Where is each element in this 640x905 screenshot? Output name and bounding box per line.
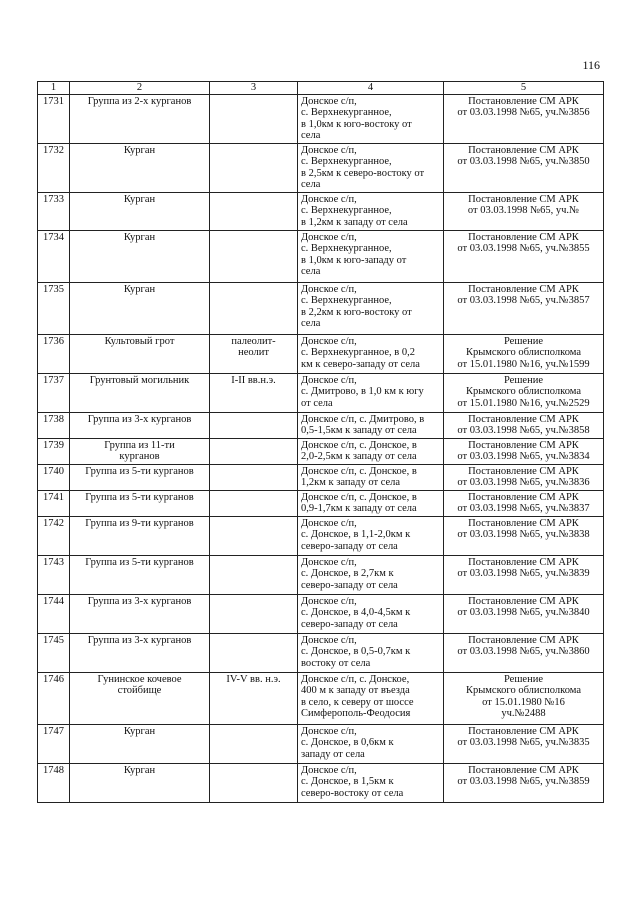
- cell-number: 1733: [38, 192, 70, 230]
- cell-location-line: с. Верхнекурганное, в 0,2: [301, 347, 416, 358]
- table-row: [38, 282, 604, 334]
- table-row: [38, 490, 604, 516]
- cell-number: 1745: [38, 633, 70, 672]
- cell-monument-name-line: Группа из 5-ти курганов: [85, 465, 194, 477]
- cell-number: 1748: [38, 763, 70, 802]
- cell-period: [210, 373, 298, 412]
- cell-document-line: Постановление СМ АРК: [468, 193, 579, 205]
- cell-location-line: села: [301, 179, 321, 190]
- cell-location-line: северо-западу от села: [301, 540, 398, 552]
- cell-document-line: от 03.03.1998 №65, уч.№3860: [457, 646, 590, 657]
- cell-document-line: от 15.01.1980 №16: [482, 696, 565, 708]
- header-cell-1: 1: [38, 82, 70, 95]
- cell-location: [298, 555, 444, 594]
- cell-location-line: с. Донское, в 1,5км к: [301, 776, 394, 787]
- cell-monument-name-line: Курган: [123, 725, 156, 737]
- cell-number: 1746: [38, 672, 70, 724]
- cell-location: [298, 724, 444, 763]
- cell-location-line: села: [301, 266, 321, 277]
- cell-location-line: западу от села: [301, 748, 365, 760]
- cell-period-line: неолит: [238, 347, 269, 358]
- cell-period: [210, 763, 298, 802]
- cell-document-line: Крымского облисполкома: [465, 347, 582, 358]
- cell-monument-name: [70, 412, 210, 438]
- table-body: [38, 94, 604, 802]
- cell-document: [444, 763, 604, 802]
- cell-location: [298, 373, 444, 412]
- cell-document: [444, 412, 604, 438]
- table-row: [38, 464, 604, 490]
- cell-monument-name: [70, 230, 210, 282]
- cell-document-line: Постановление СМ АРК: [468, 95, 579, 107]
- table-row: [38, 373, 604, 412]
- cell-document-line: Крымского облисполкома: [465, 386, 582, 397]
- cell-document-line: от 15.01.1980 №16, уч.№1599: [457, 358, 590, 370]
- cell-location: [298, 464, 444, 490]
- cell-number: 1737: [38, 373, 70, 412]
- cell-document-line: Постановление СМ АРК: [468, 556, 579, 568]
- cell-document-line: Постановление СМ АРК: [468, 764, 579, 776]
- cell-monument-name: [70, 763, 210, 802]
- cell-location-line: Донское с/п,: [301, 595, 357, 607]
- cell-monument-name-line: Группа из 5-ти курганов: [85, 556, 194, 568]
- cell-document: [444, 94, 604, 143]
- cell-period-line: палеолит-: [231, 335, 276, 347]
- cell-monument-name-line: Группа из 9-ти курганов: [85, 517, 194, 529]
- cell-number: 1738: [38, 412, 70, 438]
- cell-location-line: в 1,0км к юго-западу от: [301, 254, 407, 266]
- cell-monument-name: [70, 143, 210, 192]
- cell-location-line: Донское с/п,: [301, 283, 357, 295]
- cell-period: [210, 672, 298, 724]
- cell-document-line: от 03.03.1998 №65, уч.№3855: [457, 243, 590, 254]
- cell-document-line: от 03.03.1998 №65, уч.№3856: [457, 107, 590, 118]
- cell-location-line: с. Верхнекурганное,: [301, 243, 392, 254]
- heritage-registry-table: [37, 81, 604, 803]
- cell-document-line: Постановление СМ АРК: [468, 144, 579, 156]
- cell-document: [444, 594, 604, 633]
- cell-location-line: с. Верхнекурганное,: [301, 107, 392, 118]
- cell-location-line: 2,0-2,5км к западу от села: [301, 451, 417, 462]
- cell-location-line: с. Верхнекурганное,: [301, 156, 392, 167]
- cell-location-line: Симферополь-Феодосия: [301, 708, 411, 719]
- cell-location-line: с. Верхнекурганное,: [301, 295, 392, 306]
- cell-period: [210, 490, 298, 516]
- cell-document-line: от 03.03.1998 №65, уч.№3839: [457, 568, 590, 579]
- cell-document: [444, 282, 604, 334]
- cell-document-line: Решение: [503, 673, 543, 685]
- cell-document: [444, 672, 604, 724]
- cell-location-line: северо-западу от села: [301, 618, 398, 630]
- table-row: [38, 555, 604, 594]
- cell-document: [444, 555, 604, 594]
- cell-monument-name: [70, 516, 210, 555]
- cell-monument-name: [70, 282, 210, 334]
- table-row: [38, 516, 604, 555]
- header-cell-2: 2: [70, 82, 210, 95]
- cell-location-line: 1,2км к западу от села: [301, 477, 401, 488]
- cell-location-line: с. Донское, в 1,1-2,0км к: [301, 529, 411, 540]
- cell-location-line: Донское с/п,: [301, 374, 357, 386]
- cell-location-line: Донское с/п,: [301, 95, 357, 107]
- cell-location-line: Донское с/п, с. Донское,: [301, 673, 410, 685]
- cell-monument-name-line: Грунтовый могильник: [89, 374, 190, 386]
- cell-location-line: Донское с/п,: [301, 764, 357, 776]
- table-row: [38, 594, 604, 633]
- cell-monument-name: [70, 373, 210, 412]
- cell-number: 1736: [38, 334, 70, 373]
- cell-period: [210, 334, 298, 373]
- cell-location-line: Донское с/п, с. Дмитрово, в: [301, 413, 425, 425]
- cell-location: [298, 412, 444, 438]
- cell-location: [298, 334, 444, 373]
- cell-document-line: от 03.03.1998 №65, уч.№3834: [457, 451, 590, 462]
- cell-period: [210, 282, 298, 334]
- cell-period: [210, 633, 298, 672]
- cell-document: [444, 724, 604, 763]
- cell-monument-name: [70, 464, 210, 490]
- cell-number: 1735: [38, 282, 70, 334]
- cell-location-line: с. Донское, в 2,7км к: [301, 568, 394, 579]
- header-row: [38, 82, 604, 95]
- cell-location-line: в 2,5км к северо-востоку от: [301, 167, 425, 179]
- cell-document-line: Постановление СМ АРК: [468, 465, 579, 477]
- cell-location-line: Донское с/п,: [301, 556, 357, 568]
- cell-period: [210, 594, 298, 633]
- cell-monument-name: [70, 438, 210, 464]
- header-cell-5: 5: [444, 82, 604, 95]
- cell-location: [298, 94, 444, 143]
- cell-document-line: уч.№2488: [501, 708, 546, 719]
- cell-period: [210, 438, 298, 464]
- cell-document-line: от 03.03.1998 №65, уч.№: [467, 205, 580, 216]
- cell-location-line: в 2,2км к юго-востоку от: [301, 306, 412, 318]
- cell-number: 1734: [38, 230, 70, 282]
- cell-monument-name: [70, 633, 210, 672]
- cell-monument-name-line: Группа из 3-х курганов: [87, 413, 192, 425]
- cell-location-line: востоку от села: [301, 657, 371, 669]
- cell-document-line: от 03.03.1998 №65, уч.№3850: [457, 156, 590, 167]
- cell-document-line: Постановление СМ АРК: [468, 439, 579, 451]
- cell-document-line: от 03.03.1998 №65, уч.№3840: [457, 607, 590, 618]
- cell-monument-name: [70, 555, 210, 594]
- cell-document-line: Постановление СМ АРК: [468, 595, 579, 607]
- table-row: [38, 192, 604, 230]
- cell-monument-name-line: Курган: [123, 764, 156, 776]
- cell-monument-name-line: Курган: [123, 193, 156, 205]
- cell-document-line: Решение: [503, 335, 543, 347]
- cell-number: 1744: [38, 594, 70, 633]
- table-row: [38, 412, 604, 438]
- cell-period: [210, 464, 298, 490]
- cell-period: [210, 143, 298, 192]
- cell-number: 1743: [38, 555, 70, 594]
- cell-period: [210, 94, 298, 143]
- cell-location-line: от села: [301, 397, 333, 409]
- cell-period: [210, 230, 298, 282]
- cell-location-line: Донское с/п, с. Донское, в: [301, 439, 417, 451]
- table-row: [38, 438, 604, 464]
- cell-document-line: от 03.03.1998 №65, уч.№3838: [457, 529, 590, 540]
- cell-document-line: Постановление СМ АРК: [468, 725, 579, 737]
- cell-number: 1739: [38, 438, 70, 464]
- cell-location-line: Донское с/п,: [301, 231, 357, 243]
- cell-document-line: от 03.03.1998 №65, уч.№3857: [457, 295, 590, 306]
- cell-period-line: IV-V вв. н.э.: [226, 673, 281, 685]
- cell-document-line: от 03.03.1998 №65, уч.№3858: [457, 425, 590, 436]
- cell-location-line: Донское с/п,: [301, 725, 357, 737]
- cell-number: 1740: [38, 464, 70, 490]
- cell-number: 1747: [38, 724, 70, 763]
- cell-monument-name-line: Группа из 5-ти курганов: [85, 491, 194, 503]
- cell-location-line: Донское с/п, с. Донское, в: [301, 491, 417, 503]
- cell-monument-name-line: Группа из 11-ти: [104, 439, 175, 451]
- cell-monument-name-line: курганов: [119, 451, 160, 462]
- cell-document: [444, 143, 604, 192]
- cell-location: [298, 282, 444, 334]
- cell-location-line: с. Верхнекурганное,: [301, 205, 392, 216]
- cell-period: [210, 555, 298, 594]
- cell-location-line: км к северо-западу от села: [301, 358, 420, 370]
- cell-number: 1731: [38, 94, 70, 143]
- cell-location: [298, 516, 444, 555]
- cell-document-line: от 03.03.1998 №65, уч.№3835: [457, 737, 590, 748]
- page-number: 116: [582, 58, 600, 72]
- cell-monument-name-line: Гунинское кочевое: [97, 673, 182, 685]
- cell-location: [298, 763, 444, 802]
- cell-number: 1741: [38, 490, 70, 516]
- cell-location-line: села: [301, 130, 321, 141]
- cell-location: [298, 230, 444, 282]
- cell-period-line: I-II вв.н.э.: [231, 374, 276, 386]
- cell-location-line: в 1,2км к западу от села: [301, 216, 408, 228]
- cell-location-line: 400 м к западу от въезда: [301, 685, 410, 696]
- cell-document-line: Постановление СМ АРК: [468, 491, 579, 503]
- cell-period: [210, 516, 298, 555]
- cell-location-line: Донское с/п,: [301, 335, 357, 347]
- cell-monument-name-line: Курган: [123, 283, 156, 295]
- cell-location: [298, 143, 444, 192]
- cell-location-line: с. Дмитрово, в 1,0 км к югу: [301, 386, 424, 397]
- cell-location-line: с. Донское, в 4,0-4,5км к: [301, 607, 411, 618]
- cell-monument-name-line: стойбище: [117, 685, 162, 696]
- cell-location: [298, 490, 444, 516]
- table-row: [38, 672, 604, 724]
- cell-monument-name-line: Группа из 2-х курганов: [87, 95, 192, 107]
- cell-document: [444, 464, 604, 490]
- cell-monument-name: [70, 192, 210, 230]
- header-cell-4: 4: [298, 82, 444, 95]
- table-row: [38, 94, 604, 143]
- cell-monument-name-line: Курган: [123, 144, 156, 156]
- cell-monument-name: [70, 94, 210, 143]
- cell-location: [298, 594, 444, 633]
- cell-location-line: северо-западу от села: [301, 579, 398, 591]
- cell-document: [444, 373, 604, 412]
- cell-document-line: Решение: [503, 374, 543, 386]
- table-row: [38, 633, 604, 672]
- cell-monument-name: [70, 334, 210, 373]
- cell-document: [444, 230, 604, 282]
- cell-document-line: от 15.01.1980 №16, уч.№2529: [457, 397, 590, 409]
- cell-location-line: села: [301, 318, 321, 329]
- table-row: [38, 763, 604, 802]
- cell-monument-name-line: Группа из 3-х курганов: [87, 595, 192, 607]
- cell-document-line: Постановление СМ АРК: [468, 413, 579, 425]
- cell-location-line: с. Донское, в 0,5-0,7км к: [301, 646, 411, 657]
- cell-location-line: с. Донское, в 0,6км к: [301, 737, 394, 748]
- cell-location-line: 0,5-1,5км к западу от села: [301, 425, 417, 436]
- cell-location-line: Донское с/п,: [301, 634, 357, 646]
- cell-monument-name: [70, 594, 210, 633]
- cell-location: [298, 192, 444, 230]
- cell-location-line: в село, к северу от шоссе: [301, 696, 414, 708]
- cell-monument-name-line: Культовый грот: [104, 335, 175, 347]
- table-row: [38, 143, 604, 192]
- cell-document: [444, 334, 604, 373]
- cell-document-line: от 03.03.1998 №65, уч.№3836: [457, 477, 590, 488]
- cell-monument-name-line: Группа из 3-х курганов: [87, 634, 192, 646]
- cell-document: [444, 490, 604, 516]
- cell-location: [298, 633, 444, 672]
- cell-period: [210, 412, 298, 438]
- cell-location: [298, 672, 444, 724]
- cell-document-line: Постановление СМ АРК: [468, 231, 579, 243]
- cell-document-line: Крымского облисполкома: [465, 685, 582, 696]
- table-row: [38, 230, 604, 282]
- cell-document-line: от 03.03.1998 №65, уч.№3859: [457, 776, 590, 787]
- cell-period: [210, 192, 298, 230]
- cell-document: [444, 192, 604, 230]
- cell-document-line: Постановление СМ АРК: [468, 517, 579, 529]
- cell-document-line: Постановление СМ АРК: [468, 283, 579, 295]
- cell-monument-name: [70, 724, 210, 763]
- cell-monument-name-line: Курган: [123, 231, 156, 243]
- cell-number: 1742: [38, 516, 70, 555]
- cell-document-line: от 03.03.1998 №65, уч.№3837: [457, 503, 590, 514]
- table-row: [38, 724, 604, 763]
- table-row: [38, 334, 604, 373]
- cell-period: [210, 724, 298, 763]
- cell-number: 1732: [38, 143, 70, 192]
- cell-document: [444, 438, 604, 464]
- cell-location: [298, 438, 444, 464]
- cell-location-line: в 1,0км к юго-востоку от: [301, 118, 412, 130]
- cell-location-line: Донское с/п, с. Донское, в: [301, 465, 417, 477]
- cell-location-line: 0,9-1,7км к западу от села: [301, 503, 417, 514]
- cell-document: [444, 633, 604, 672]
- header-cell-3: 3: [210, 82, 298, 95]
- cell-location-line: Донское с/п,: [301, 144, 357, 156]
- cell-monument-name: [70, 490, 210, 516]
- cell-location-line: Донское с/п,: [301, 193, 357, 205]
- cell-document-line: Постановление СМ АРК: [468, 634, 579, 646]
- cell-location-line: северо-востоку от села: [301, 787, 404, 799]
- cell-document: [444, 516, 604, 555]
- cell-location-line: Донское с/п,: [301, 517, 357, 529]
- cell-monument-name: [70, 672, 210, 724]
